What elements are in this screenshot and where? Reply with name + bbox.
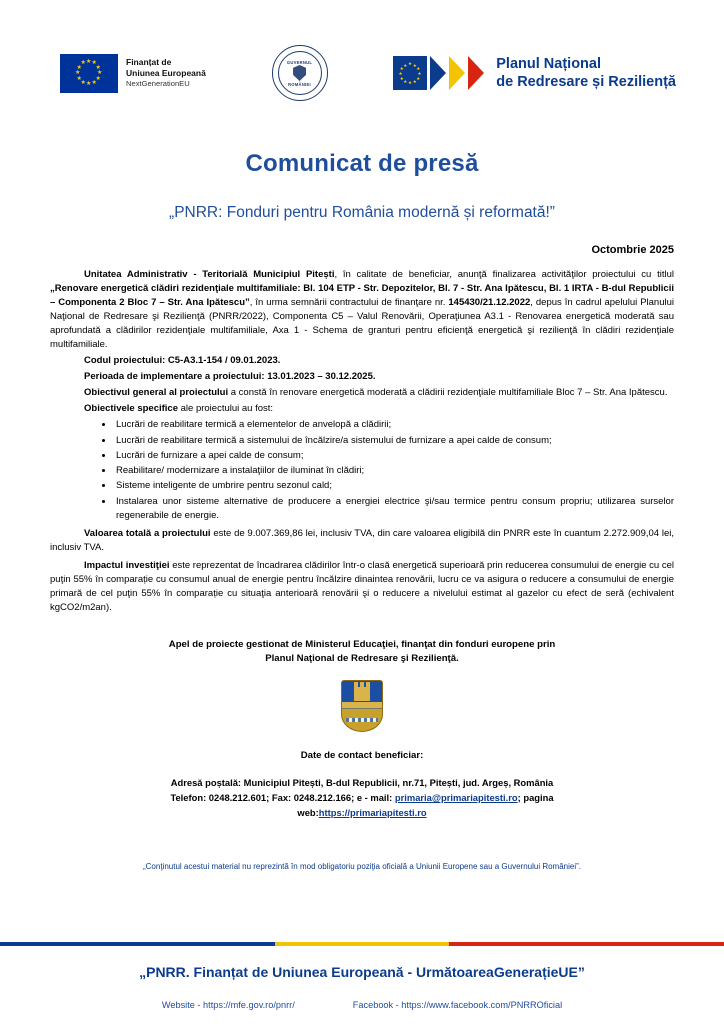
project-title: „Renovare energetică clădiri rezidenţiale multifamiliale: Bl. 104 ETP - Str. Depozitelor, Bl. 7 - Str. Ana Ipătescu, Bl. 1 IRTA - B-dul Republicii – Componenta 2 Bloc 7 – Str. Ana Ipătescu” — [50, 283, 674, 309]
beneficiary-name: Unitatea Administrativ - Teritorială Municipiul Pitești — [84, 269, 335, 280]
contract-number: 145430/21.12.2022 — [448, 297, 531, 309]
impact-paragraph — [50, 559, 674, 615]
list-item: • Lucrări de furnizare a apei calde de consum; — [114, 449, 674, 463]
gov-seal-label-bottom: ROMÂNIEI — [288, 82, 311, 87]
call-managed-by-block — [50, 638, 674, 667]
footer-facebook-link[interactable]: Facebook - https://www.facebook.com/PNRROficial — [352, 1000, 563, 1010]
contact-phone-email — [50, 790, 674, 805]
contact-website-link[interactable]: https://primariapitesti.ro — [318, 807, 427, 819]
implementation-period-label: Perioada de implementare a proiectului: — [84, 371, 265, 383]
pnrr-logo-text — [496, 55, 676, 91]
intro-text-1: , în calitate de beneficiar, anunţă finalizarea activităţilor proiectului cu titlul — [334, 269, 674, 280]
pnrr-logo-line2: de Redresare și Reziliență — [496, 74, 676, 90]
contact-address: Adresă poștală: Municipiul Pitești, B-dul Republicii, nr.71, Pitești, jud. Argeș, România — [170, 777, 554, 789]
intro-text-3: , depus în cadrul apelului Planului Naţional de Redresare şi Rezilienţă (PNRR/2022), Componenta C5 – Valul Renovării, Operaţiunea A3.1 - Renovarea energetică moderată sau aprofundată a clădirilor rezidenţiale multifamiliale, Axa 1 - Schema de granturi pentru eficienţă energetică şi rezilienţă în clădiri rezidenţiale multifamiliale. — [50, 297, 675, 351]
romanian-government-seal-icon — [272, 45, 328, 101]
impact-text: este reprezentat de încadrarea clădirilor într-o clasă energetică superioară prin reducerea consumului de energie cu cel puţin 55% în comparație cu consumul anual de energie pentru încălzire dinaintea renovării, lucru ce va asigura o reducere a consumului de energie primară de cel puţin 55% în comparație cu situaţia anterioară renovării şi o reducere a nivelului estimat al gazelor cu efect de seră (echivalent kgCO2/m2an). — [50, 560, 675, 614]
list-item: • Lucrări de reabilitare termică a elementelor de anvelopă a clădirii; — [114, 418, 674, 432]
document-body — [0, 268, 724, 871]
page-title: Comunicat de presă — [245, 150, 479, 177]
contact-email-link[interactable]: primaria@primariapitesti.ro — [394, 792, 518, 804]
gov-seal-crest-icon — [293, 65, 306, 81]
project-code-label: Codul proiectului: — [84, 355, 166, 367]
general-objective-paragraph — [50, 386, 674, 400]
impact-label: Impactul investiţiei — [84, 560, 170, 572]
crest-tower-icon — [354, 687, 370, 701]
general-objective-label: Obiectivul general al proiectului — [84, 387, 229, 399]
intro-paragraph — [50, 268, 674, 352]
eu-logo-line3: NextGenerationEU — [126, 79, 190, 89]
footer-bar-blue — [0, 942, 275, 946]
footer-color-bar — [0, 942, 724, 946]
eu-logo-line2: Uniunea Europeană — [126, 68, 206, 79]
contact-heading: Date de contact beneficiar: — [300, 750, 424, 762]
pitesti-city-crest-icon — [341, 680, 383, 732]
pnrr-logo-line1: Planul Național — [496, 55, 602, 72]
total-value-text: este de 9.007.369,86 lei, inclusiv TVA, din care valoarea eligibilă din PNRR este în cuantum 2.272.909,04 lei, inclusiv TVA. — [50, 528, 674, 554]
intro-text-2: , în urma semnării contractului de finanţare nr. — [249, 297, 449, 309]
contact-phone-text: Telefon: 0248.212.601; Fax: 0248.212.166; e - mail: — [170, 792, 395, 804]
footer-links — [0, 1000, 724, 1010]
specific-objectives-list — [50, 418, 674, 523]
list-item: • Sisteme inteligente de umbrire pentru sezonul cald; — [114, 479, 674, 493]
list-item: • Instalarea unor sisteme alternative de producere a energiei electrice şi/sau termice pentru consum propriu; utilizarea surselor regenerabile de energie. — [114, 495, 674, 524]
pnrr-eu-square-icon: ★ ★ ★ ★ ★ ★ ★ ★ ★ ★ ★ ★ — [393, 56, 427, 90]
footer-title: „PNRR. Finanțat de Uniunea Europeană - UrmătoareaGenerațieUE” — [139, 964, 585, 980]
crest-wave-icon — [346, 718, 378, 722]
call-line-2: Planul Naţional de Redresare şi Rezilienţă. — [265, 652, 459, 664]
page-subtitle: „PNRR: Fonduri pentru România modernă și reformată!” — [169, 204, 555, 221]
specific-objectives-label: Obiectivele specifice — [84, 403, 178, 415]
total-value-paragraph — [50, 527, 674, 555]
implementation-period-line — [50, 370, 674, 384]
contact-details — [50, 775, 674, 820]
project-code-line — [50, 354, 674, 368]
city-crest-wrapper — [50, 680, 674, 732]
specific-objectives-heading — [50, 402, 674, 416]
project-code-value: C5-A3.1-154 / 09.01.2023. — [165, 355, 281, 367]
pnrr-arrows-icon — [393, 56, 484, 90]
list-item: • Lucrări de reabilitare termică a sistemului de încălzire/a sistemului de furnizare a apei calde de consum; — [114, 434, 674, 448]
specific-objectives-rest: ale proiectului au fost: — [178, 403, 274, 415]
list-item: • Reabilitare/ modernizare a instalaţiilor de iluminat în clădiri; — [114, 464, 674, 478]
contact-website-label: web: — [297, 807, 319, 819]
call-line-1: Apel de proiecte gestionat de Ministerul Educaţiei, finanţat din fonduri europene prin — [168, 638, 556, 650]
implementation-period-value: 13.01.2023 – 30.12.2025. — [264, 371, 376, 383]
eu-logo-text — [126, 57, 206, 88]
eu-funding-logo — [60, 54, 206, 93]
contact-website-line — [50, 805, 674, 820]
arrow-yellow-icon — [449, 56, 465, 90]
eu-flag-icon: ★ ★ ★ ★ ★ ★ ★ ★ ★ ★ ★ ★ — [60, 54, 118, 93]
disclaimer-text: „Conţinutul acestui material nu reprezintă în mod obligatoriu poziţia oficială a Uniunii Europene sau a Guvernului României”. — [142, 862, 581, 872]
footer-website-link[interactable]: Website - https://mfe.gov.ro/pnrr/ — [161, 1000, 295, 1010]
footer-bar-red — [449, 942, 724, 946]
contact-phone-suffix: ; pagina — [517, 792, 554, 804]
eu-logo-line1: Finanțat de — [126, 57, 172, 68]
total-value-label: Valoarea totală a proiectului — [84, 528, 211, 540]
footer-bar-yellow — [275, 942, 449, 946]
arrow-red-icon — [468, 56, 484, 90]
gov-seal-label-top: GUVERNUL — [286, 60, 313, 65]
crest-band-icon — [342, 702, 382, 708]
pnrr-logo — [393, 55, 676, 91]
publication-date: Octombrie 2025 — [591, 244, 674, 256]
arrow-blue-icon — [430, 56, 446, 90]
header-logos — [0, 0, 724, 108]
general-objective-value: a constă în renovare energetică moderată a clădirii rezidenţiale multifamiliale Bloc 7 – Str. Ana Ipătescu. — [228, 387, 668, 399]
